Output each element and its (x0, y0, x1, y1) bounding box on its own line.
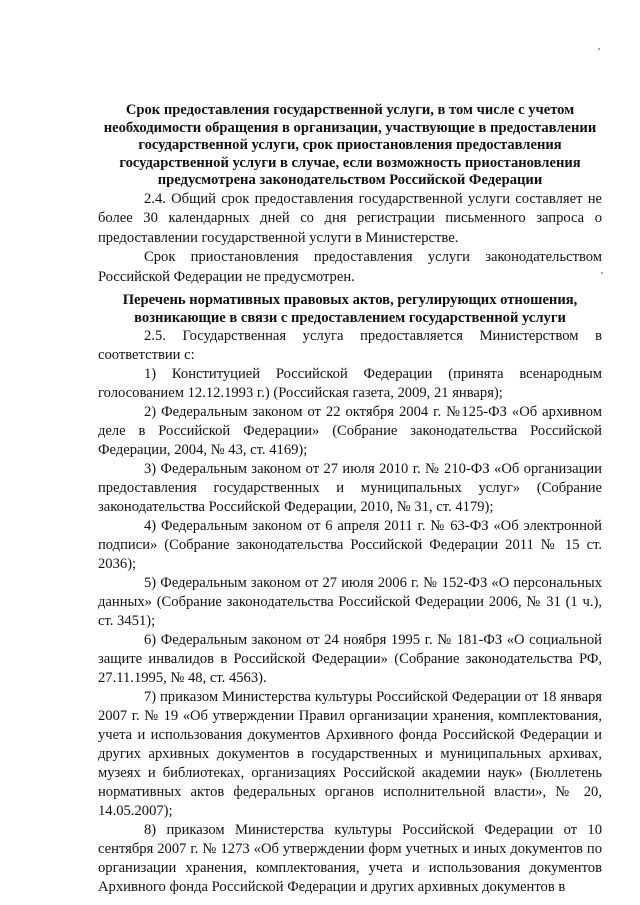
scan-speck (598, 48, 600, 50)
legal-act-item-2: 2) Федеральным законом от 22 октября 2004 г. №125-ФЗ «Об архивном деле в Российской Федерации» (Собрание законодательства Российской Федерации, 2004, № 43, ст. 4169); (98, 404, 602, 459)
section-legal-acts (98, 292, 602, 897)
legal-act-item-8: 8) приказом Министерства культуры Российской Федерации от 10 сентября 2007 г. № 1273 «Об утверждении форм учетных и иных документов по организации хранения, комплектования, учета и использования документов Архивного фонда Российской Федерации и других архивных документов в (98, 822, 602, 896)
legal-act-item-6: 6) Федеральным законом от 24 ноября 1995 г. № 181-ФЗ «О социальной защите инвалидов в Российской Федерации» (Собрание законодательства РФ, 27.11.1995, № 48, ст. 4563). (98, 632, 602, 687)
legal-act-item-1: 1) Конституцией Российской Федерации (принята всенародным голосованием 12.12.1993 г.) (Российская газета, 2009, 21 января); (98, 366, 602, 402)
paragraph-2-5: 2.5. Государственная услуга предоставляется Министерством в соответствии с: (98, 328, 602, 364)
legal-act-item-4: 4) Федеральным законом от 6 апреля 2011 г. № 63-ФЗ «Об электронной подписи» (Собрание законодательства Российской Федерации 2011 № 15 ст. 2036); (98, 518, 602, 573)
section-heading-legal-acts: Перечень нормативных правовых актов, регулирующих отношения, возникающие в связи с предоставлением государственной услуги (122, 292, 578, 326)
section-heading-service-period: Срок предоставления государственной услуги, в том числе с учетом необходимости обращения в организации, участвующие в предоставлении государственной услуги, срок приостановления предоставления государственной услуги в случае, если возможность приостановления предусмотрена законодательством Российской Федерации (103, 102, 597, 189)
section-availability-period (98, 102, 602, 287)
paragraph-suspension: Срок приостановления предоставления услуги законодательством Российской Федерации не предусмотрен. (98, 249, 602, 285)
legal-act-item-7: 7) приказом Министерства культуры Российской Федерации от 18 января 2007 г. № 19 «Об утверждении Правил организации хранения, комплектования, учета и использования документов Архивного фонда Российской Федерации и других архивных документов в государственных и муниципальных архивах, музеях и библиотеках, организациях Российской академии наук» (Бюллетень нормативных актов федеральных органов исполнительной власти», № 20, 14.05.2007); (98, 689, 602, 820)
legal-act-item-5: 5) Федеральным законом от 27 июля 2006 г. № 152-ФЗ «О персональных данных» (Собрание законодательства Российской Федерации 2006, № 31 (1 ч.), ст. 3451); (98, 575, 602, 630)
paragraph-2-4: 2.4. Общий срок предоставления государственной услуги составляет не более 30 календарных дней со дня регистрации письменного запроса о предоставлении государственной услуги в Министерстве. (98, 190, 602, 246)
legal-act-item-3: 3) Федеральным законом от 27 июля 2010 г. № 210-ФЗ «Об организации предоставления государственных и муниципальных услуг» (Собрание законодательства Российской Федерации, 2010, № 31, ст. 4179); (98, 461, 602, 516)
